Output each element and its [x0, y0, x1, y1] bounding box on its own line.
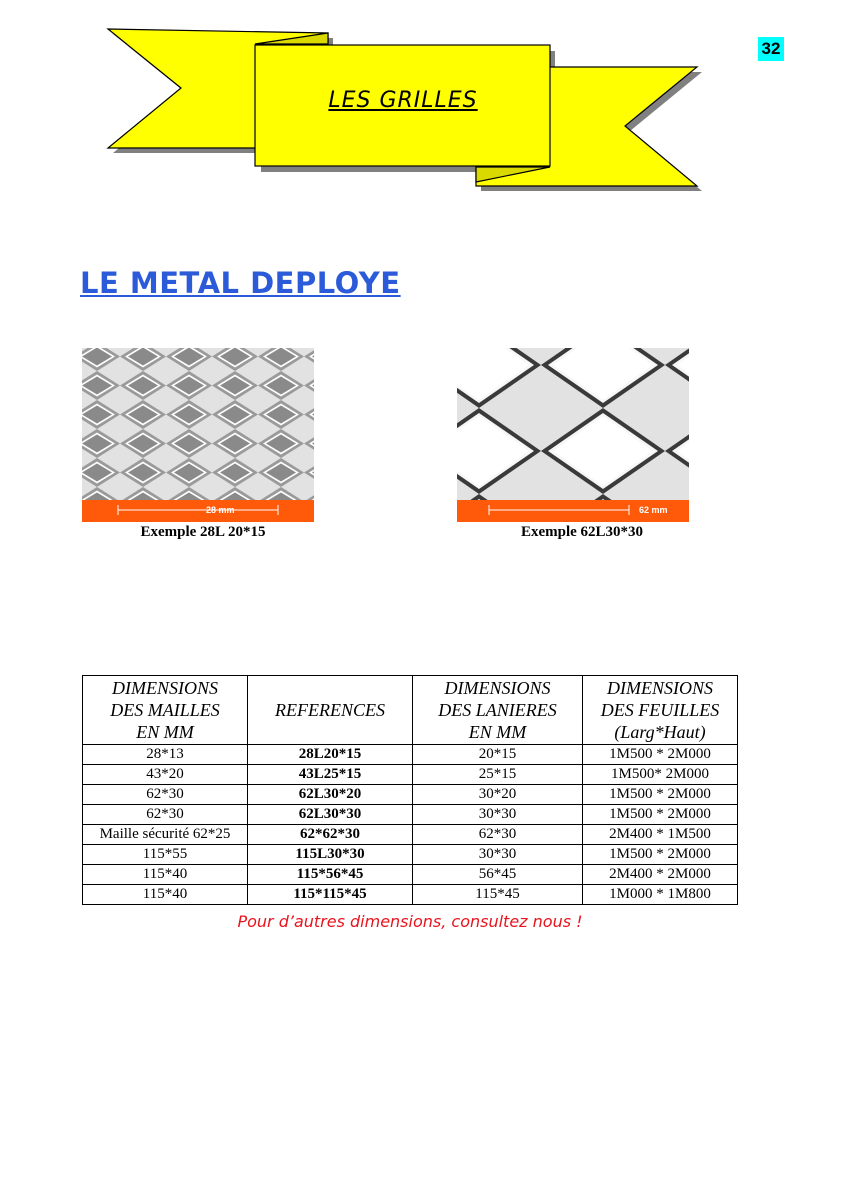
cell-mailles: 62*30	[83, 785, 248, 805]
header-references: REFERENCES	[248, 676, 413, 745]
cell-lanieres: 25*15	[413, 765, 583, 785]
table-row	[83, 885, 738, 905]
cell-mailles: 62*30	[83, 805, 248, 825]
header-feuilles: DIMENSIONS DES FEUILLES (Larg*Haut)	[583, 676, 738, 745]
cell-mailles: 115*40	[83, 885, 248, 905]
cell-reference: 28L20*15	[248, 745, 413, 765]
scale-label: 28 mm	[206, 505, 235, 515]
dimensions-table	[82, 675, 738, 905]
page-number: 32	[758, 37, 784, 61]
table-row	[83, 845, 738, 865]
cell-feuilles: 2M400 * 1M500	[583, 825, 738, 845]
scale-label: 62 mm	[639, 505, 668, 515]
banner-title: LES GRILLES	[328, 88, 478, 113]
cell-reference: 43L25*15	[248, 765, 413, 785]
cell-lanieres: 30*20	[413, 785, 583, 805]
cell-feuilles: 1M500 * 2M000	[583, 785, 738, 805]
table-row	[83, 745, 738, 765]
cell-feuilles: 1M500* 2M000	[583, 765, 738, 785]
cell-reference: 115L30*30	[248, 845, 413, 865]
cell-mailles: Maille sécurité 62*25	[83, 825, 248, 845]
cell-feuilles: 1M500 * 2M000	[583, 805, 738, 825]
cell-feuilles: 1M500 * 2M000	[583, 745, 738, 765]
cell-mailles: 115*40	[83, 865, 248, 885]
header-mailles: DIMENSIONS DES MAILLES EN MM	[83, 676, 248, 745]
mesh-photo-28	[82, 348, 314, 522]
cell-lanieres: 56*45	[413, 865, 583, 885]
cell-mailles: 28*13	[83, 745, 248, 765]
cell-reference: 62L30*20	[248, 785, 413, 805]
cell-mailles: 43*20	[83, 765, 248, 785]
table-row	[83, 765, 738, 785]
cell-lanieres: 115*45	[413, 885, 583, 905]
contact-note: Pour d’autres dimensions, consultez nous !	[237, 912, 583, 931]
cell-reference: 115*115*45	[248, 885, 413, 905]
cell-feuilles: 1M000 * 1M800	[583, 885, 738, 905]
header-lanieres: DIMENSIONS DES LANIERES EN MM	[413, 676, 583, 745]
cell-reference: 62*62*30	[248, 825, 413, 845]
cell-feuilles: 1M500 * 2M000	[583, 845, 738, 865]
table-row	[83, 865, 738, 885]
cell-lanieres: 20*15	[413, 745, 583, 765]
table-header-row	[83, 676, 738, 745]
cell-mailles: 115*55	[83, 845, 248, 865]
cell-reference: 115*56*45	[248, 865, 413, 885]
section-title: LE METAL DEPLOYE	[80, 266, 401, 300]
example-caption-1: Exemple 28L 20*15	[140, 524, 266, 540]
table-row	[83, 785, 738, 805]
table-row	[83, 805, 738, 825]
table-row	[83, 825, 738, 845]
mesh-photo-62	[457, 348, 689, 522]
example-caption-2: Exemple 62L30*30	[520, 524, 644, 540]
cell-reference: 62L30*30	[248, 805, 413, 825]
scale-bar	[82, 500, 314, 522]
cell-lanieres: 62*30	[413, 825, 583, 845]
cell-lanieres: 30*30	[413, 845, 583, 865]
cell-feuilles: 2M400 * 2M000	[583, 865, 738, 885]
cell-lanieres: 30*30	[413, 805, 583, 825]
